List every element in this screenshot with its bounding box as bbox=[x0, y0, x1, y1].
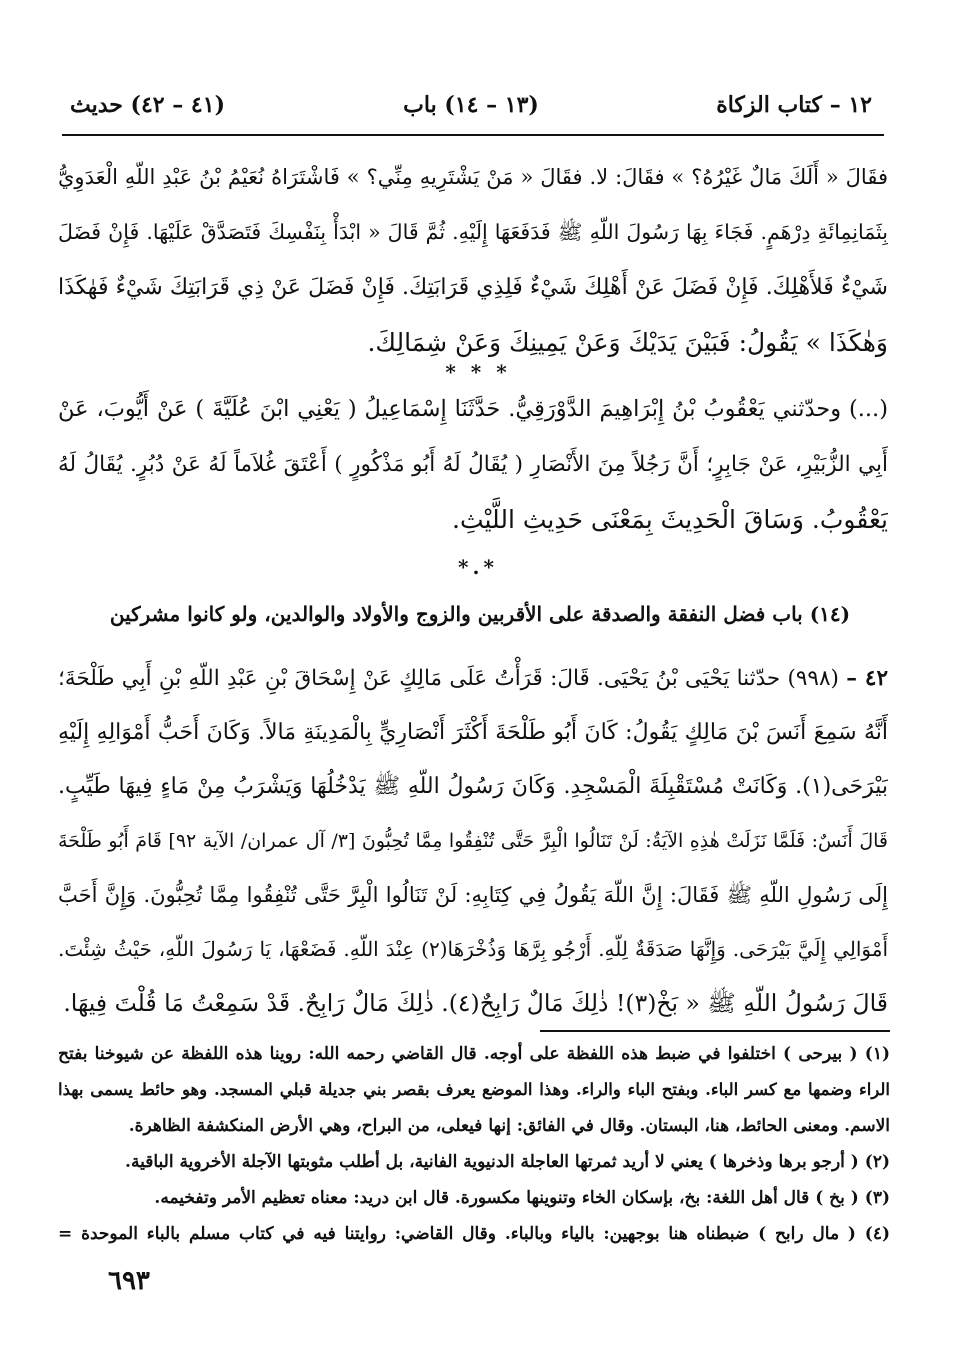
footnotes bbox=[58, 1036, 890, 1252]
text-line: بَيْرَحَى(١). وَكَانَتْ مُسْتَقْبِلَةَ الْمَسْجِدِ. وَكَانَ رَسُولُ اللّهِ ﷺ يَدْخُلُهَا وَيَشْرَبُ مِنْ مَاءٍ فِيهَا طَيِّبٍ. bbox=[58, 774, 888, 799]
footnote-line: (٢) ( أرجو برها وذخرها ) يعني لا أريد ثمرتها العاجلة الدنيوية الفانية، بل أطلب مثوبتها الآجلة الأخروية الباقية. bbox=[125, 1152, 890, 1172]
text-line: قَالَ رَسُولُ اللّهِ ﷺ « بَخْ(٣)! ذٰلِكَ مَالٌ رَابِحٌ(٤). ذٰلِكَ مَالٌ رَابِحٌ. قَدْ سَمِعْتُ مَا قُلْتَ فِيهَا. bbox=[63, 989, 888, 1017]
paragraph-1 bbox=[58, 150, 888, 370]
header-bab: (١٣ – ١٤) باب bbox=[403, 92, 539, 118]
footnote-line: الاسم. ومعنى الحائط، هنا، البستان. وقال في الفائق: إنها فيعلى، من البراح، وهي الأرض المنكشفة الظاهرة. bbox=[128, 1116, 890, 1136]
footnote-line: (١) ( بيرحى ) اختلفوا في ضبط هذه اللفظة على أوجه. قال القاضي رحمه الله: روينا هذه اللفظة عن شيوخنا بفتح bbox=[58, 1044, 890, 1064]
text-line: وَهٰكَذَا » يَقُولُ: فَبَيْنَ يَدَيْكَ وَعَنْ يَمِينِكَ وَعَنْ شِمَالِكَ. bbox=[367, 328, 888, 357]
separator-ornament: *.* bbox=[458, 555, 498, 579]
text-line: قَالَ أَنَسٌ: فَلَمَّا نَزَلَتْ هٰذِهِ الآيَةُ: لَنْ تَنَالُوا الْبِرَّ حَتَّى تُنْفِقُوا مِمَّا تُحِبُّونَ [٣/ آل عمران/ الآية ٩٢] قَامَ أَبُو طَلْحَةَ bbox=[58, 830, 888, 852]
text-line: فقَالَ « أَلَكَ مَالٌ غَيْرُهُ؟ » فقَالَ: لا. فقَالَ « مَنْ يَشْتَرِيهِ مِنِّي؟ » فَاشْتَرَاهُ نُعَيْمُ بْنُ عَبْدِ اللّهِ الْعَدَوِيُّ bbox=[58, 165, 888, 189]
text-line: إِلَى رَسُولِ اللّهِ ﷺ فَقَالَ: إِنَّ اللّهَ يَقُولُ فِي كِتَابِهِ: لَنْ تَنَالُوا الْبِرَّ حَتَّى تُنْفِقُوا مِمَّا تُحِبُّونَ. وَإِنَّ أَحَبَّ bbox=[58, 883, 888, 907]
text-line: شَيْءٌ فَلأَهْلِكَ. فَإِنْ فَضَلَ عَنْ أَهْلِكَ شَيْءٌ فَلِذِي قَرَابَتِكَ. فَإِنْ فَضَلَ عَنْ ذِي قَرَابَتِكَ شَيْءٌ فَهٰكَذَا bbox=[58, 275, 888, 300]
text-line: أَبِي الزُّبَيْرِ، عَنْ جَابِرٍ؛ أَنَّ رَجُلاً مِنَ الأَنْصَارِ ( يُقَالُ لَهُ أَبُو مَذْكُورٍ ) أَعْتَقَ غُلاَماً لَهُ عَنْ دُبُرٍ. يُقَالُ لَهُ bbox=[58, 452, 888, 477]
header-hadith: (٤١ – ٤٢) حديث bbox=[70, 92, 225, 118]
text-line: بِثَمَانِمِائَةِ دِرْهَمٍ. فَجَاءَ بِهَا رَسُولَ اللّهِ ﷺ فَدَفَعَهَا إِلَيْهِ. ثُمَّ قَالَ « ابْدَأْ بِنَفْسِكَ فَتَصَدَّقْ عَلَيْهَا. فَإِنْ فَضَلَ bbox=[58, 220, 888, 244]
separator-stars: * * * bbox=[445, 360, 511, 384]
footnote-line: الراء وضمها مع كسر الباء. وبفتح الباء والراء. وهذا الموضع يعرف بقصر بني جديلة قبلي المسجد. وهو حائط يسمى بهذا bbox=[58, 1080, 890, 1099]
hadith-42 bbox=[58, 652, 888, 1030]
text-line: (...) وحدّثني يَعْقُوبُ بْنُ إِبْرَاهِيمَ الدَّوْرَقِيُّ. حَدَّثَنَا إِسْمَاعِيلُ ( يَعْنِي ابْنَ عُلَيَّةَ ) عَنْ أَيُّوبَ، عَنْ bbox=[58, 396, 888, 422]
chapter-title: (١٤) باب فضل النفقة والصدقة على الأقربين والزوج والأولاد والوالدين، ولو كانوا مشركين bbox=[109, 602, 851, 626]
hadith-text: (٩٩٨) حدّثنا يَحْيَى بْنُ يَحْيَى. قَالَ: قَرَأْتُ عَلَى مَالِكٍ عَنْ إِسْحَاقَ بْنِ عَبْدِ اللّهِ بْنِ أَبِي طَلْحَةَ؛ bbox=[58, 666, 839, 691]
footnote-line: (٣) ( بخ ) قال أهل اللغة: بخ، بإسكان الخاء وتنوينها مكسورة. قال ابن دريد: معناه تعظيم الأمر وتفخيمه. bbox=[154, 1188, 890, 1208]
page-number: ٦٩٣ bbox=[108, 1266, 150, 1296]
header-rule bbox=[62, 134, 884, 136]
footnote-line: (٤) ( مال رابح ) ضبطناه هنا بوجهين: بالياء وبالباء. وقال القاضي: روايتنا فيه في كتاب مسلم بالباء الموحدة = bbox=[58, 1224, 890, 1244]
footnote-rule bbox=[540, 1030, 890, 1032]
hadith-number: ٤٢ – bbox=[846, 666, 888, 691]
page-header bbox=[70, 92, 872, 126]
text-line: يَعْقُوبُ. وَسَاقَ الْحَدِيثَ بِمَعْنَى حَدِيثِ اللَّيْثِ. bbox=[452, 505, 888, 534]
text-line bbox=[58, 652, 888, 706]
text-line: أَنَّهُ سَمِعَ أَنَسَ بْنَ مَالِكٍ يَقُولُ: كَانَ أَبُو طَلْحَةَ أَكْثَرَ أَنْصَارِيٍّ بِالْمَدِينَةِ مَالاً. وَكَانَ أَحَبُّ أَمْوَالِهِ إِلَيْهِ bbox=[58, 720, 888, 745]
paragraph-2 bbox=[58, 382, 888, 547]
header-chapter: ١٢ – كتاب الزكاة bbox=[716, 92, 872, 118]
text-line: أَمْوَالِي إِلَيَّ بَيْرَحَى. وَإِنَّهَا صَدَقَةٌ لِلّهِ. أَرْجُو بِرَّهَا وَذُخْرَهَا(٢) عِنْدَ اللّهِ. فَضَعْهَا، يَا رَسُولَ اللّهِ، حَيْثُ شِئْتَ. bbox=[58, 937, 888, 961]
